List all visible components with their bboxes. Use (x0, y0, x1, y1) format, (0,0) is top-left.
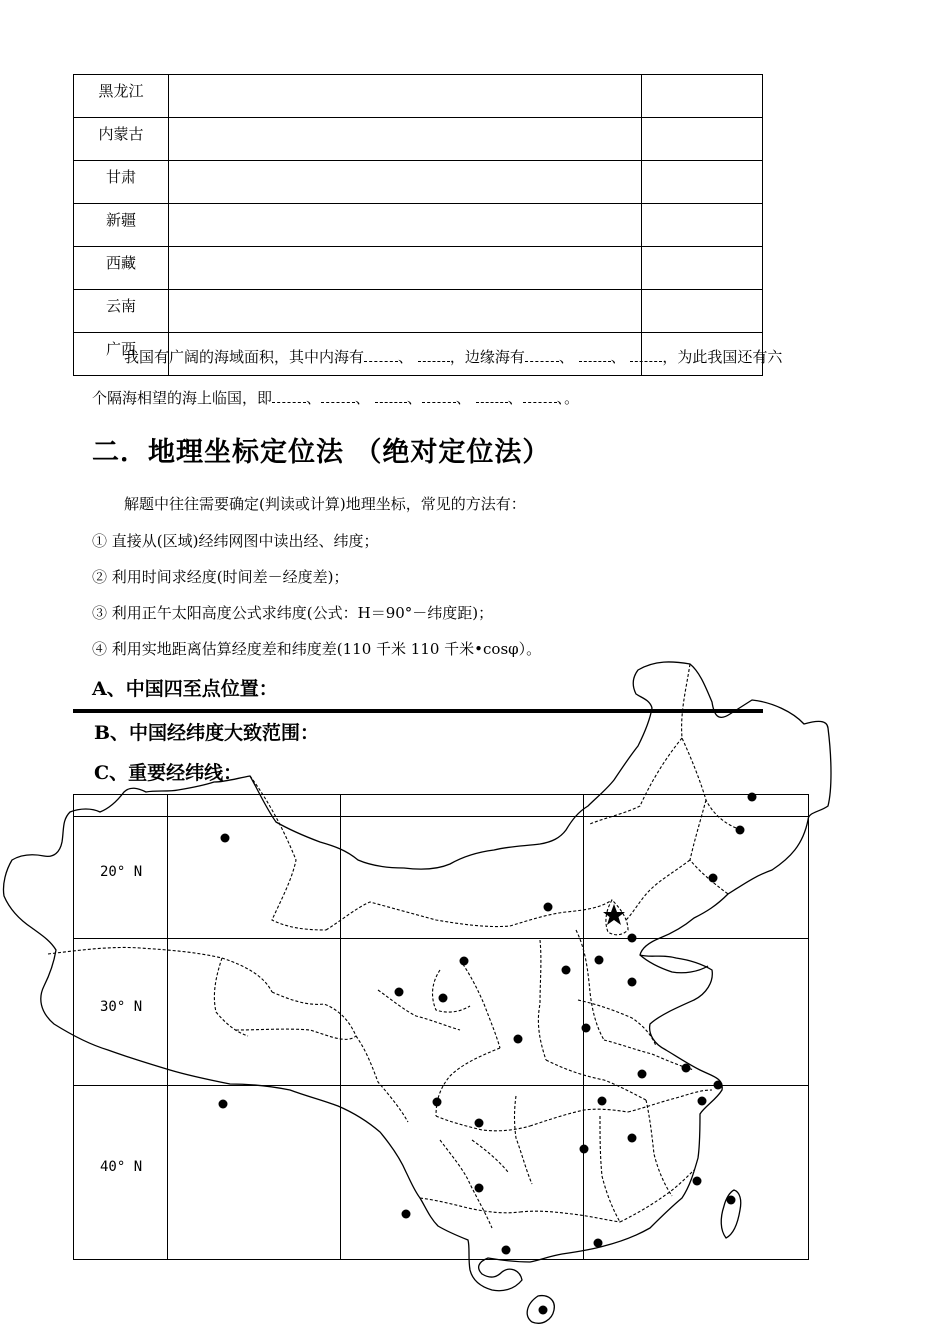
province-name: 甘肃 (74, 161, 169, 204)
capital-dot (402, 1210, 411, 1219)
capital-dot (595, 956, 604, 965)
capital-dot (582, 1024, 591, 1033)
province-name: 黑龙江 (74, 75, 169, 118)
method-item: ① 直接从(区域)经纬网图中读出经、纬度； (92, 532, 379, 550)
capital-dot (628, 1134, 637, 1143)
capital-dot (514, 1035, 523, 1044)
method-item: ③ 利用正午太阳高度公式求纬度(公式：H＝90°－纬度距)； (92, 604, 494, 622)
sea-paragraph-line1: 我国有广阔的海域面积，其中内海有 、 ，边缘海有 、 、 ，为此我国还有六 (124, 348, 783, 366)
method-item: ② 利用时间求经度(时间差－经度差)； (92, 568, 349, 586)
capital-dot (727, 1196, 736, 1205)
subheading-a: A、中国四至点位置： (92, 678, 278, 700)
capital-dot (221, 834, 230, 843)
sea-paragraph-line2: 个隔海相望的海上临国，即 、 、 、 、 、 、。 (92, 389, 580, 407)
capital-dot (475, 1184, 484, 1193)
province-name: 内蒙古 (74, 118, 169, 161)
capital-dot (714, 1081, 723, 1090)
capital-dot (439, 994, 448, 1003)
capital-dot (395, 988, 404, 997)
capital-dot (562, 966, 571, 975)
capital-dot (736, 826, 745, 835)
capital-dot (628, 934, 637, 943)
method-item: ④ 利用实地距离估算经度差和纬度差(110 千米 110 千米•cosφ）。 (92, 640, 542, 658)
capital-dot (709, 874, 718, 883)
capital-dot (598, 1097, 607, 1106)
province-name: 广西 (74, 333, 169, 376)
capital-dot (460, 957, 469, 966)
province-name: 西藏 (74, 247, 169, 290)
province-name: 新疆 (74, 204, 169, 247)
capital-dot (693, 1177, 702, 1186)
section-title: 二．地理坐标定位法 （绝对定位法） (92, 437, 551, 468)
capital-dot (628, 978, 637, 987)
capital-dot (539, 1306, 548, 1315)
national-boundary (3, 662, 831, 1291)
capital-dot (698, 1097, 707, 1106)
capital-dot (502, 1246, 511, 1255)
capital-dot (594, 1239, 603, 1248)
capital-dot (580, 1145, 589, 1154)
capital-dot (433, 1098, 442, 1107)
capital-dot (638, 1070, 647, 1079)
capital-dot (682, 1064, 691, 1073)
subheading-c: C、重要经纬线： (94, 762, 243, 784)
section-intro: 解题中往往需要确定(判读或计算)地理坐标，常见的方法有： (124, 495, 526, 513)
capital-dot (544, 903, 553, 912)
capital-dot (748, 793, 757, 802)
subheading-b: B、中国经纬度大致范围： (94, 722, 320, 744)
lat-label: 40° N (100, 1159, 143, 1175)
province-name: 云南 (74, 290, 169, 333)
lat-label: 30° N (100, 999, 143, 1015)
capital-dot (219, 1100, 228, 1109)
lat-label: 20° N (100, 864, 143, 880)
capital-dot (475, 1119, 484, 1128)
